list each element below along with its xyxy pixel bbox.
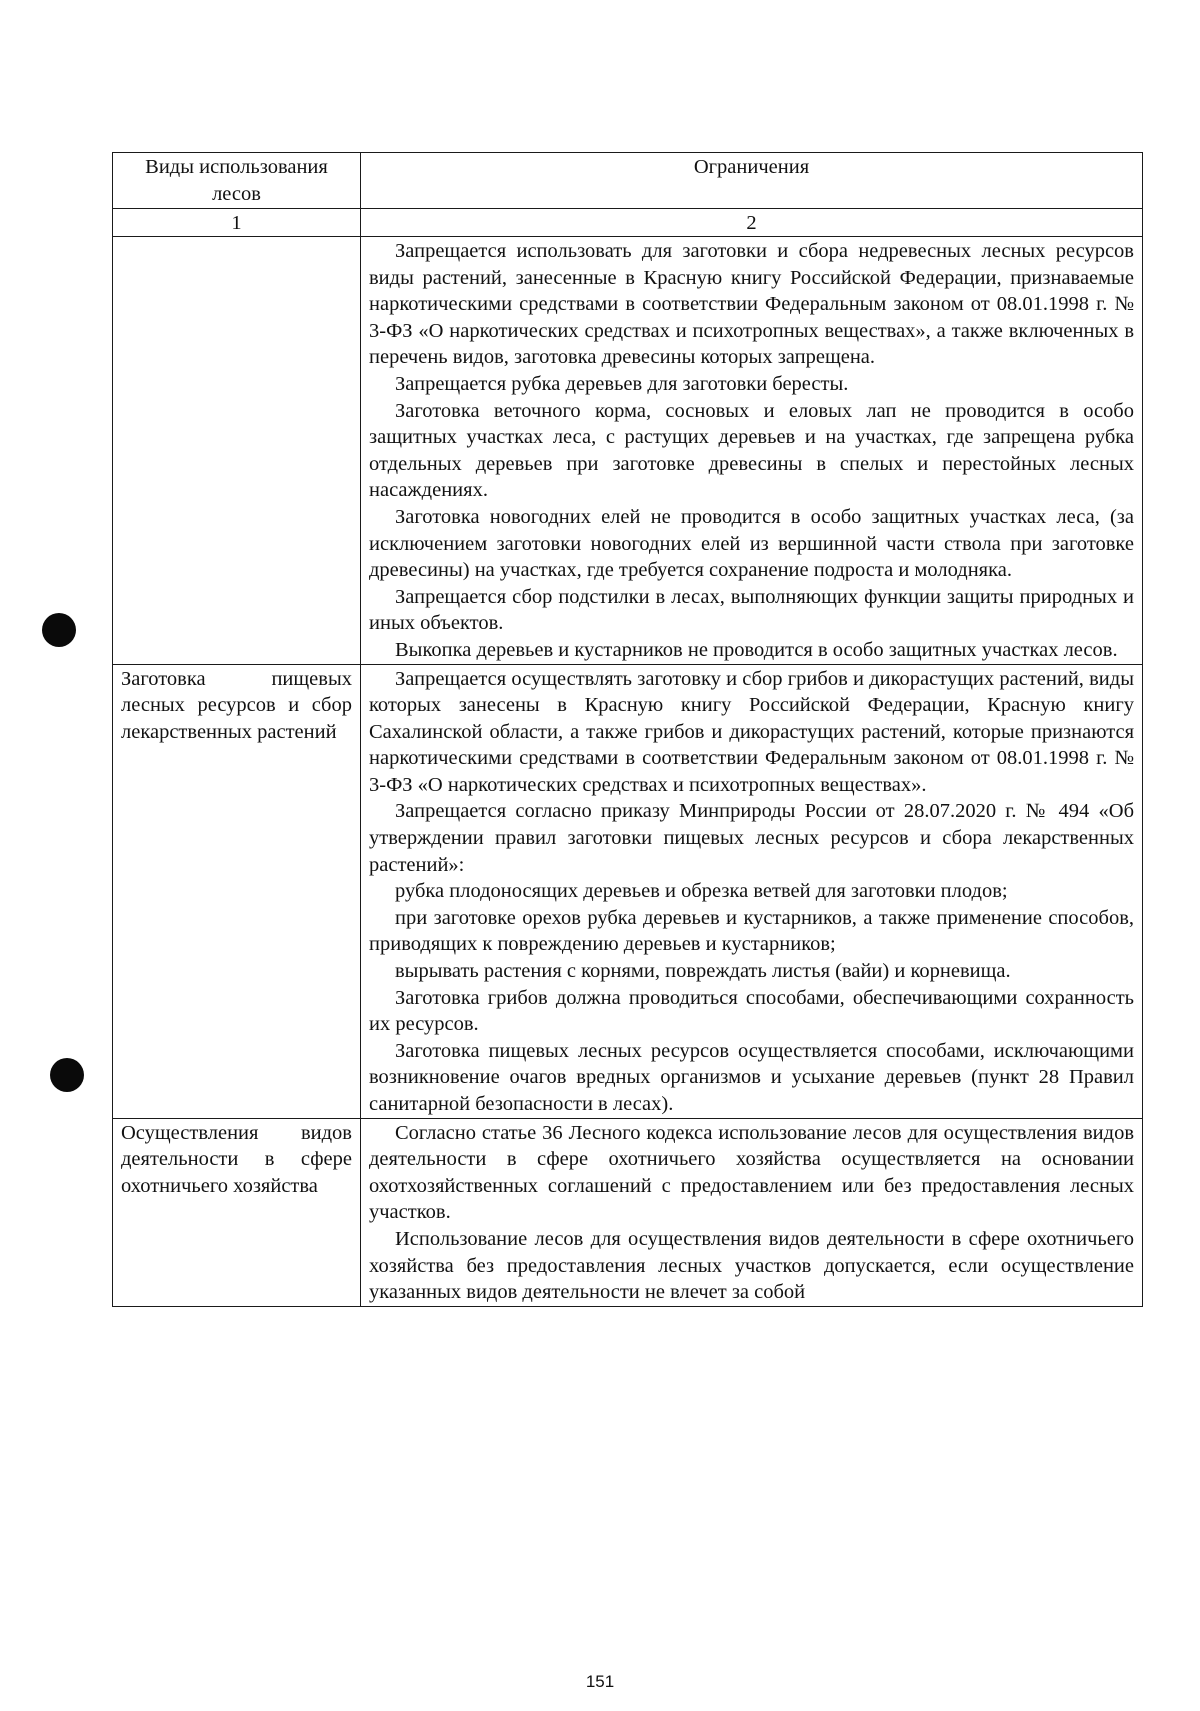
restriction-paragraph: Запрещается рубка деревьев для заготовки бересты. xyxy=(395,372,849,395)
restriction-paragraph: Согласно статье 36 Лесного кодекса использование лесов для осуществления видов деятельности в сфере охотничьего хозяйства осуществляется на основании охотхозяйственных соглашений с предоставлением или без предоставления лесных участков. xyxy=(369,1121,1134,1224)
restriction-paragraph: Заготовка веточного корма, сосновых и еловых лап не проводится в особо защитных участках леса, с растущих деревьев и на участках, где запрещена рубка отдельных деревьев при заготовке древесины в спелых и перестойных лесных насаждениях. xyxy=(369,399,1134,502)
column-number-1: 1 xyxy=(113,209,361,237)
forest-use-type-cell: Заготовка пищевых лесных ресурсов и сбор лекарственных растений xyxy=(113,664,361,1118)
restriction-paragraph: Запрещается использовать для заготовки и сбора недревесных лесных ресурсов виды растений, занесенные в Красную книгу Российской Федерации, признаваемые наркотическими средствами в соответствии Федеральным законом от 08.01.1998 г. № 3-ФЗ «О наркотических средствах и психотропных веществах», а также включенных в перечень видов, заготовка древесины которых запрещена. xyxy=(369,240,1134,369)
restrictions-cell xyxy=(361,1118,1143,1306)
restriction-paragraph: Заготовка грибов должна проводиться способами, обеспечивающими сохранность их ресурсов. xyxy=(369,986,1134,1036)
restriction-paragraph: вырывать растения с корнями, повреждать листья (вайи) и корневища. xyxy=(395,960,1011,983)
restriction-paragraph: рубка плодоносящих деревьев и обрезка ветвей для заготовки плодов; xyxy=(395,880,1008,903)
table-row xyxy=(113,664,1143,1118)
punch-hole xyxy=(50,1058,84,1092)
restriction-paragraph: Заготовка пищевых лесных ресурсов осуществляется способами, исключающими возникновение очагов вредных организмов и усыхание деревьев (пункт 28 Правил санитарной безопасности в лесах). xyxy=(369,1039,1134,1115)
restriction-paragraph: Запрещается сбор подстилки в лесах, выполняющих функции защиты природных и иных объектов. xyxy=(369,585,1134,635)
table-row xyxy=(113,237,1143,665)
column-number-2: 2 xyxy=(361,209,1143,237)
header-restrictions: Ограничения xyxy=(361,153,1143,209)
restriction-paragraph: Запрещается согласно приказу Минприроды России от 28.07.2020 г. № 494 «Об утверждении правил заготовки пищевых лесных ресурсов и сбора лекарственных растений»: xyxy=(369,800,1134,876)
restriction-paragraph: при заготовке орехов рубка деревьев и кустарников, а также применение способов, приводящих к повреждению деревьев и кустарников; xyxy=(369,906,1134,956)
table-header-row xyxy=(113,153,1143,209)
restriction-paragraph: Запрещается осуществлять заготовку и сбор грибов и дикорастущих растений, виды которых занесены в Красную книгу Российской Федерации, Красную книгу Сахалинской области, а также грибов и дикорастущих растений, которые признаются наркотическими средствами в соответствии Федеральным законом от 08.01.1998 г. № 3-ФЗ «О наркотических средствах и психотропных веществах». xyxy=(369,667,1134,796)
header-forest-use-types: Виды использования лесов xyxy=(113,153,361,209)
restriction-paragraph: Заготовка новогодних елей не проводится в особо защитных участках леса, (за исключением заготовки новогодних елей из вершинной части ствола при заготовке древесины) на участках, где требуется сохранение подроста и молодняка. xyxy=(369,505,1134,582)
table-row xyxy=(113,1118,1143,1306)
restrictions-table xyxy=(112,152,1143,1307)
punch-hole xyxy=(42,613,76,647)
page-number: 151 xyxy=(585,1672,615,1691)
forest-use-type-cell: Осуществления видов деятельности в сфере охотничьего хозяйства xyxy=(113,1118,361,1306)
restriction-paragraph: Использование лесов для осуществления видов деятельности в сфере охотничьего хозяйства без предоставления лесных участков допускается, если осуществление указанных видов деятельности не влечет за собой xyxy=(369,1227,1134,1304)
restrictions-cell xyxy=(361,237,1143,665)
restrictions-cell xyxy=(361,664,1143,1118)
restriction-paragraph: Выкопка деревьев и кустарников не проводится в особо защитных участках лесов. xyxy=(395,638,1118,661)
forest-use-type-cell xyxy=(113,237,361,665)
column-number-row xyxy=(113,209,1143,237)
